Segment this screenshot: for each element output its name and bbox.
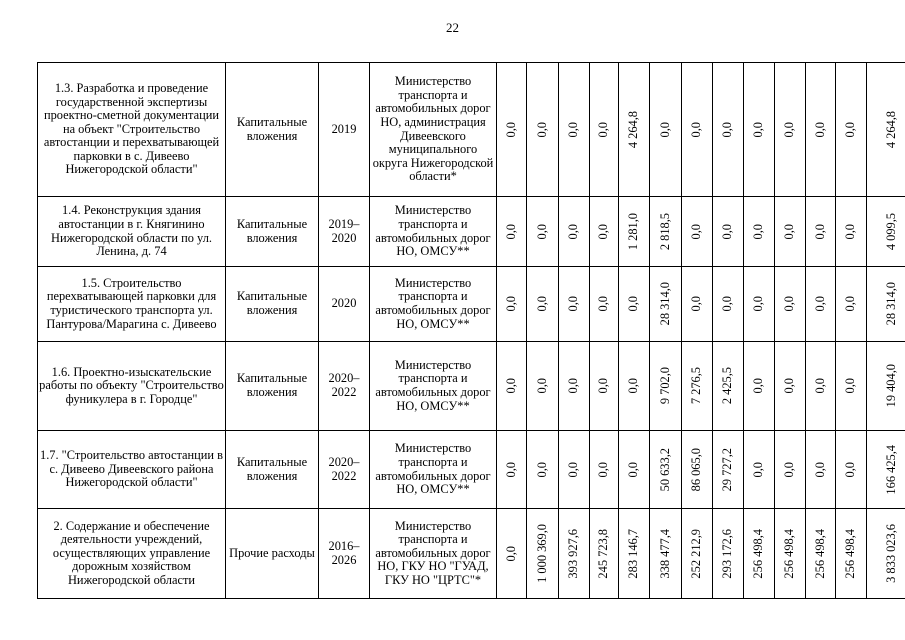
value-text: 393 927,6 <box>566 528 581 579</box>
value-text: 4 264,8 <box>883 110 898 149</box>
value-cell <box>713 267 744 342</box>
value-text: 0,0 <box>566 223 581 240</box>
value-text: 0,0 <box>626 296 641 312</box>
table-row <box>38 431 905 509</box>
value-cell <box>650 342 682 431</box>
table-row <box>38 63 905 197</box>
value-text: 0,0 <box>782 121 797 138</box>
table-row <box>38 197 905 267</box>
measure-name-cell: 1.7. "Строительство автостанции в с. Дивеево Дивеевского района Нижегородской области" <box>38 431 226 509</box>
value-cell <box>744 267 775 342</box>
value-cell <box>744 431 775 509</box>
value-text: 4 099,5 <box>883 212 898 251</box>
value-cell <box>806 431 836 509</box>
value-cell <box>619 431 650 509</box>
value-text: 0,0 <box>689 296 704 312</box>
value-text: 0,0 <box>626 461 641 478</box>
value-cell <box>682 431 713 509</box>
value-text: 86 065,0 <box>689 447 704 492</box>
value-cell <box>527 342 559 431</box>
value-cell <box>682 267 713 342</box>
expense-type-cell: Прочие расходы <box>226 509 319 599</box>
value-text: 0,0 <box>503 296 518 312</box>
value-cell <box>806 197 836 267</box>
value-text: 0,0 <box>534 296 549 312</box>
value-cell <box>744 342 775 431</box>
value-cell <box>559 342 590 431</box>
value-cell <box>527 63 559 197</box>
years-cell: 2020–2022 <box>319 431 370 509</box>
value-cell <box>650 63 682 197</box>
value-text: 283 146,7 <box>626 528 641 579</box>
value-text: 0,0 <box>566 461 581 478</box>
value-cell <box>590 63 619 197</box>
value-cell <box>713 509 744 599</box>
value-text: 29 727,2 <box>720 447 735 492</box>
value-cell <box>775 197 806 267</box>
measure-name-cell: 1.4. Реконструкция здания автостанции в г. Княгинино Нижегородской области по ул. Ленина, д. 74 <box>38 197 226 267</box>
value-cell <box>806 342 836 431</box>
value-cell <box>497 63 527 197</box>
value-cell <box>713 197 744 267</box>
value-cell <box>775 509 806 599</box>
value-text: 0,0 <box>689 223 704 240</box>
value-text: 4 264,8 <box>626 110 641 149</box>
value-cell <box>836 342 867 431</box>
value-text: 1 281,0 <box>626 212 641 251</box>
value-cell <box>682 509 713 599</box>
value-cell <box>806 63 836 197</box>
total-value-cell <box>867 342 905 431</box>
value-text: 0,0 <box>503 121 518 138</box>
value-cell <box>713 431 744 509</box>
executor-cell: Министерство транспорта и автомобильных дорог НО, ОМСУ** <box>370 431 497 509</box>
value-text: 28 314,0 <box>657 282 672 326</box>
value-text: 2 818,5 <box>657 212 672 251</box>
value-cell <box>619 63 650 197</box>
value-cell <box>713 63 744 197</box>
expense-type-cell: Капитальные вложения <box>226 63 319 197</box>
value-text: 0,0 <box>720 121 735 138</box>
value-text: 7 276,5 <box>689 367 704 405</box>
value-cell <box>806 267 836 342</box>
value-cell <box>744 509 775 599</box>
value-text: 0,0 <box>751 223 766 240</box>
value-text: 256 498,4 <box>843 528 858 579</box>
measure-name-cell: 1.6. Проектно-изыскательские работы по объекту "Строительство фуникулера в г. Городце" <box>38 342 226 431</box>
total-value-cell <box>867 267 905 342</box>
executor-cell: Министерство транспорта и автомобильных дорог НО, ГКУ НО "ГУАД, ГКУ НО "ЦРТС"* <box>370 509 497 599</box>
value-cell <box>775 63 806 197</box>
total-value-cell <box>867 197 905 267</box>
value-text: 0,0 <box>782 378 797 394</box>
value-cell <box>590 509 619 599</box>
value-text: 0,0 <box>534 378 549 394</box>
value-text: 0,0 <box>534 121 549 138</box>
value-cell <box>619 197 650 267</box>
measure-name-cell: 1.3. Разработка и проведение государственной экспертизы проектно-сметной документации на объект "Строительство автостанции и перехватывающей парковки в с. Дивеево Нижегородской области" <box>38 63 226 197</box>
executor-cell: Министерство транспорта и автомобильных дорог НО, ОМСУ** <box>370 342 497 431</box>
value-text: 0,0 <box>751 378 766 394</box>
value-cell <box>836 431 867 509</box>
page-number: 22 <box>446 20 459 35</box>
value-text: 28 314,0 <box>883 282 898 326</box>
table-row <box>38 267 905 342</box>
budget-table <box>37 62 905 599</box>
years-cell: 2020 <box>319 267 370 342</box>
value-text: 0,0 <box>843 378 858 394</box>
value-text: 0,0 <box>657 121 672 138</box>
value-text: 0,0 <box>812 296 827 312</box>
expense-type-cell: Капитальные вложения <box>226 342 319 431</box>
value-cell <box>497 267 527 342</box>
value-text: 0,0 <box>812 378 827 394</box>
value-text: 0,0 <box>566 296 581 312</box>
value-text: 0,0 <box>843 223 858 240</box>
value-cell <box>744 63 775 197</box>
value-cell <box>559 509 590 599</box>
value-cell <box>836 509 867 599</box>
value-text: 0,0 <box>843 461 858 478</box>
value-text: 0,0 <box>782 461 797 478</box>
value-cell <box>527 509 559 599</box>
value-text: 0,0 <box>503 461 518 478</box>
total-value-cell <box>867 63 905 197</box>
value-text: 50 633,2 <box>657 447 672 492</box>
value-text: 0,0 <box>503 378 518 394</box>
measure-name-cell: 1.5. Строительство перехватывающей парковки для туристического транспорта ул. Пантурова/Марагина с. Дивеево <box>38 267 226 342</box>
value-cell <box>590 342 619 431</box>
value-text: 256 498,4 <box>782 528 797 579</box>
value-cell <box>559 197 590 267</box>
value-text: 166 425,4 <box>883 444 898 495</box>
value-text: 252 212,9 <box>689 528 704 579</box>
value-text: 0,0 <box>596 121 611 138</box>
executor-cell: Министерство транспорта и автомобильных дорог НО, ОМСУ** <box>370 197 497 267</box>
value-cell <box>559 431 590 509</box>
value-text: 0,0 <box>596 461 611 478</box>
table-row <box>38 342 905 431</box>
value-text: 0,0 <box>534 461 549 478</box>
value-text: 0,0 <box>812 121 827 138</box>
value-text: 0,0 <box>566 121 581 138</box>
value-cell <box>836 267 867 342</box>
value-cell <box>590 267 619 342</box>
value-text: 3 833 023,6 <box>883 524 898 583</box>
value-cell <box>497 197 527 267</box>
expense-type-cell: Капитальные вложения <box>226 267 319 342</box>
expense-type-cell: Капитальные вложения <box>226 197 319 267</box>
value-text: 256 498,4 <box>751 528 766 579</box>
value-cell <box>527 431 559 509</box>
years-cell: 2020–2022 <box>319 342 370 431</box>
value-cell <box>650 267 682 342</box>
value-text: 256 498,4 <box>812 528 827 579</box>
value-text: 245 723,8 <box>596 528 611 579</box>
value-text: 1 000 369,0 <box>534 524 549 583</box>
value-text: 2 425,5 <box>720 367 735 405</box>
value-cell <box>650 431 682 509</box>
value-cell <box>497 431 527 509</box>
value-cell <box>775 267 806 342</box>
value-text: 0,0 <box>596 296 611 312</box>
value-cell <box>682 63 713 197</box>
total-value-cell <box>867 431 905 509</box>
expense-type-cell: Капитальные вложения <box>226 431 319 509</box>
executor-cell: Министерство транспорта и автомобильных дорог НО, ОМСУ** <box>370 267 497 342</box>
table-row <box>38 509 905 599</box>
value-text: 0,0 <box>503 223 518 240</box>
value-text: 9 702,0 <box>657 367 672 405</box>
value-text: 0,0 <box>782 296 797 312</box>
value-cell <box>775 342 806 431</box>
value-cell <box>744 197 775 267</box>
value-cell <box>836 197 867 267</box>
value-text: 0,0 <box>689 121 704 138</box>
years-cell: 2019–2020 <box>319 197 370 267</box>
value-cell <box>682 197 713 267</box>
value-text: 0,0 <box>782 223 797 240</box>
value-text: 0,0 <box>720 296 735 312</box>
value-cell <box>559 63 590 197</box>
value-cell <box>527 197 559 267</box>
value-text: 0,0 <box>596 378 611 394</box>
value-text: 0,0 <box>596 223 611 240</box>
value-cell <box>497 342 527 431</box>
value-text: 0,0 <box>812 461 827 478</box>
value-cell <box>713 342 744 431</box>
value-text: 19 404,0 <box>883 364 898 408</box>
value-cell <box>527 267 559 342</box>
value-text: 0,0 <box>751 296 766 312</box>
measure-name-cell: 2. Содержание и обеспечение деятельности учреждений, осуществляющих управление дорожным хозяйством Нижегородской области <box>38 509 226 599</box>
value-cell <box>619 267 650 342</box>
value-cell <box>775 431 806 509</box>
value-cell <box>559 267 590 342</box>
value-text: 338 477,4 <box>657 528 672 579</box>
value-cell <box>650 197 682 267</box>
executor-cell: Министерство транспорта и автомобильных дорог НО, администрация Дивеевского муниципального округа Нижегородской области* <box>370 63 497 197</box>
value-cell <box>682 342 713 431</box>
value-text: 0,0 <box>566 378 581 394</box>
value-cell <box>590 431 619 509</box>
value-text: 0,0 <box>812 223 827 240</box>
value-text: 0,0 <box>720 223 735 240</box>
total-value-cell <box>867 509 905 599</box>
value-cell <box>497 509 527 599</box>
value-cell <box>619 342 650 431</box>
value-text: 0,0 <box>843 121 858 138</box>
value-text: 293 172,6 <box>720 528 735 579</box>
value-text: 0,0 <box>626 378 641 394</box>
value-cell <box>650 509 682 599</box>
value-cell <box>836 63 867 197</box>
years-cell: 2019 <box>319 63 370 197</box>
value-cell <box>806 509 836 599</box>
value-text: 0,0 <box>751 121 766 138</box>
value-text: 0,0 <box>534 223 549 240</box>
value-cell <box>590 197 619 267</box>
value-text: 0,0 <box>843 296 858 312</box>
value-cell <box>619 509 650 599</box>
value-text: 0,0 <box>503 545 518 562</box>
years-cell: 2016–2026 <box>319 509 370 599</box>
value-text: 0,0 <box>751 461 766 478</box>
